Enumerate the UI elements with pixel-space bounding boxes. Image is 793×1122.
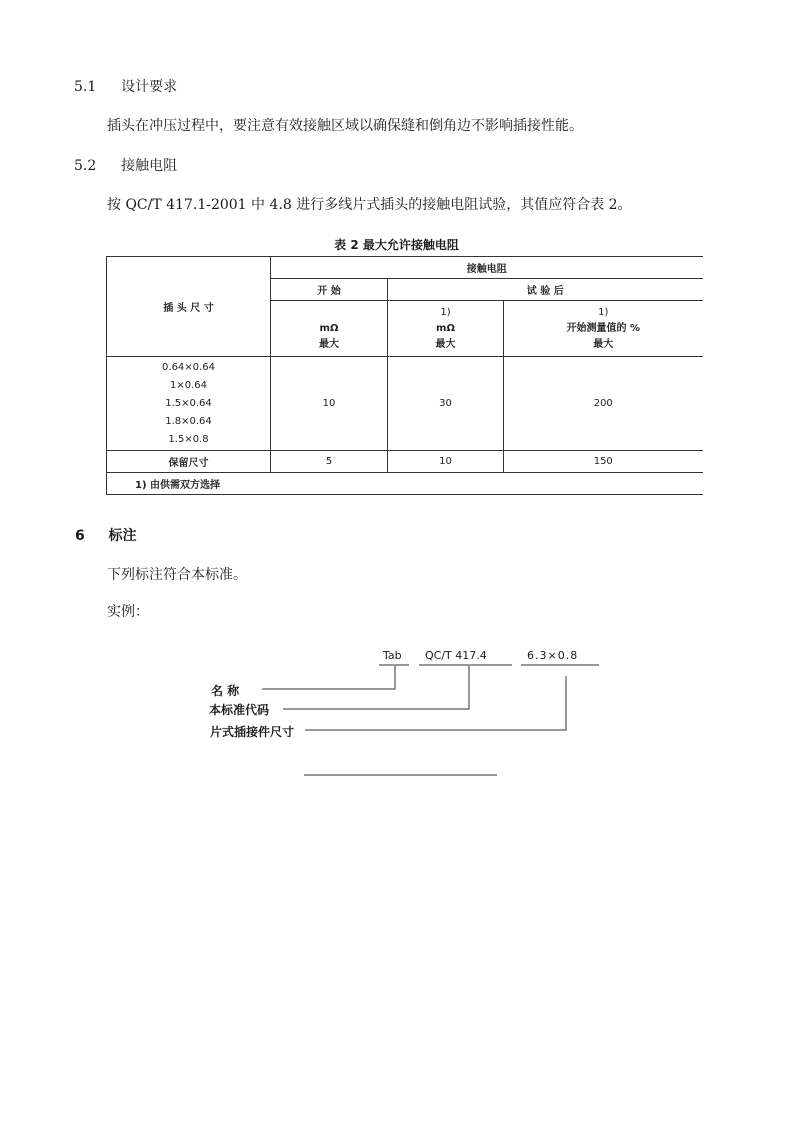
unit: mΩ <box>319 322 339 334</box>
code-standard: QC/T 417.4 <box>425 649 487 662</box>
size-item: 1.5×0.8 <box>168 433 209 445</box>
start-header: 开 始 <box>271 279 388 301</box>
size-item: 1×0.64 <box>169 379 207 391</box>
percent-value: 200 <box>504 357 703 451</box>
leader-size <box>305 676 566 730</box>
label-connector-size: 片式插接件尺寸 <box>210 725 295 739</box>
leader-standard <box>283 666 469 709</box>
reserved-size-label: 保留尺寸 <box>107 451 271 473</box>
section-6-text: 下列标注符合本标准。 <box>107 567 247 583</box>
after-test-header: 试 验 后 <box>388 279 703 301</box>
section-5-1-text: 插头在冲压过程中，要注意有效接触区域以确保缝和倒角边不影响插接性能。 <box>107 118 583 134</box>
size-item: 0.64×0.64 <box>162 361 215 373</box>
footnote-ref: 1) <box>440 306 451 318</box>
reserved-after-value: 10 <box>388 451 504 473</box>
unit: mΩ <box>436 322 455 334</box>
section-number: 5.2 <box>74 158 97 174</box>
size-item: 1.8×0.64 <box>165 415 212 427</box>
after-value: 30 <box>388 357 504 451</box>
max: 最大 <box>593 338 614 350</box>
section-number: 5.1 <box>74 79 97 95</box>
percent-desc: 开始测量值的 % <box>566 322 640 334</box>
code-size: 6.3×0.8 <box>527 649 579 662</box>
section-title: 接触电阻 <box>121 158 178 174</box>
section-title: 设计要求 <box>121 79 178 95</box>
section-number: 6 <box>75 528 85 544</box>
start-value: 10 <box>271 357 388 451</box>
reserved-start-value: 5 <box>271 451 388 473</box>
footnote-ref: 1) <box>598 306 609 318</box>
label-standard-code: 本标准代码 <box>209 703 270 717</box>
table-caption: 表 2 最大允许接触电阻 <box>334 238 459 252</box>
max: 最大 <box>319 338 339 350</box>
size-column-header: 插 头 尺 寸 <box>107 257 271 357</box>
contact-resistance-header: 接触电阻 <box>271 257 703 279</box>
leader-name <box>262 666 395 689</box>
code-tab: Tab <box>383 649 402 662</box>
example-label: 实例： <box>107 604 149 620</box>
size-item: 1.5×0.64 <box>165 397 212 409</box>
max: 最大 <box>435 338 456 350</box>
section-title: 标注 <box>108 528 137 544</box>
label-name: 名 称 <box>211 684 240 698</box>
reserved-percent-value: 150 <box>504 451 703 473</box>
table-footnote: 1) 由供需双方选择 <box>107 473 703 495</box>
section-5-2-text: 按 QC/T 417.1-2001 中 4.8 进行多线片式插头的接触电阻试验，其值应符合表 2。 <box>107 197 632 213</box>
